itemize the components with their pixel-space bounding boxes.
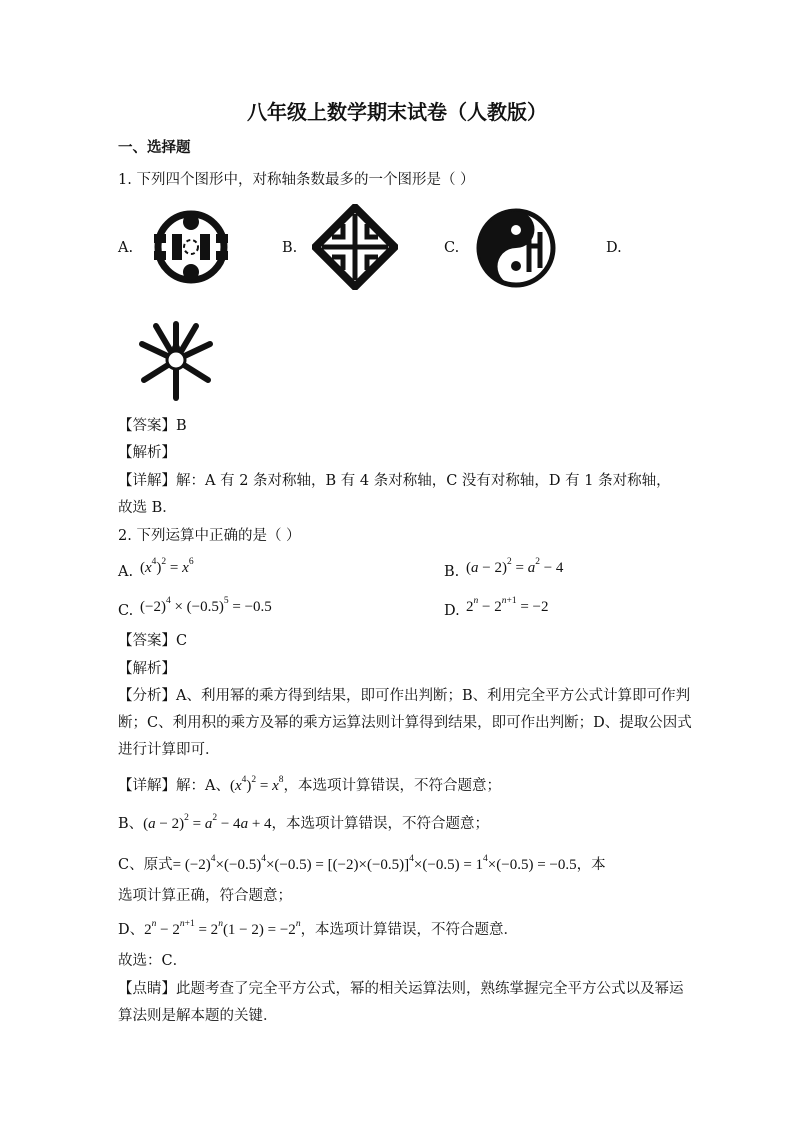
- q1-detail: 【详解】解：A 有 2 条对称轴，B 有 4 条对称轴，C 没有对称轴，D 有 1 条对称轴，: [118, 473, 671, 489]
- q2-detail-c-prefix: C、原式: [118, 857, 173, 873]
- q2-stem: 2. 下列运算中正确的是（ ）: [118, 528, 301, 544]
- q2-detail-d-suffix: ，本选项计算错误，不符合题意．: [300, 922, 519, 938]
- q2-detail-c-cont: 选项计算正确，符合题意；: [118, 888, 292, 904]
- q2-detail-d-formula: $2^n - 2^{n+1} = 2^n(1 - 2) = -2^n$: [144, 919, 301, 938]
- q1-conclusion: 故选 B．: [118, 500, 177, 516]
- q2-option-a-formula: $(x^4)^2 = x^6$: [140, 557, 194, 576]
- q2-detail-a-formula: $(x^4)^2 = x^8$: [229, 775, 284, 794]
- figure-b: [312, 204, 398, 290]
- q2-detail-b-prefix: B、: [118, 816, 144, 832]
- figure-d: [130, 314, 222, 406]
- q1-option-a-label: A.: [118, 240, 134, 256]
- q2-fenxi-line3: 进行计算即可．: [118, 742, 220, 758]
- figure-a: [150, 206, 232, 288]
- q2-answer: 【答案】C: [118, 633, 188, 649]
- q1-analysis-heading: 【解析】: [118, 445, 176, 461]
- q1-option-d-label: D.: [606, 240, 622, 256]
- q2-detail-a: [118, 776, 501, 796]
- q2-dianjing-line1: 【点睛】此题考查了完全平方公式，幂的相关运算法则，熟练掌握完全平方公式以及幂运: [118, 981, 684, 997]
- q1-stem: 1. 下列四个图形中，对称轴条数最多的一个图形是（ ）: [118, 172, 475, 188]
- q2-option-b-formula: $(a - 2)^2 = a^2 - 4$: [466, 557, 564, 576]
- q2-detail-d: [118, 920, 518, 940]
- q2-option-b-label: B.: [444, 564, 460, 580]
- page-title: 八年级上数学期末试卷（人教版）: [247, 100, 547, 124]
- figure-c: [474, 206, 558, 290]
- q2-dianjing-line2: 算法则是解本题的关键．: [118, 1008, 278, 1024]
- q2-fenxi-line1: 【分析】A、利用幂的乘方得到结果，即可作出判断；B、利用完全平方公式计算即可作判: [118, 688, 691, 704]
- q1-answer: 【答案】B: [118, 418, 187, 434]
- q2-detail-a-suffix: ，本选项计算错误，不符合题意；: [283, 778, 502, 794]
- q2-option-d-formula: $2^n - 2^{n+1} = -2$: [466, 596, 549, 615]
- q1-option-b-label: B.: [282, 240, 298, 256]
- q2-detail-d-prefix: D、: [118, 922, 145, 938]
- q2-detail-b: [118, 814, 489, 834]
- q2-conclusion: 故选：C．: [118, 953, 188, 969]
- q2-detail-b-formula: $(a - 2)^2 = a^2 - 4a + 4$: [143, 813, 272, 832]
- q2-option-a-label: A.: [118, 564, 134, 580]
- q2-detail-b-suffix: ，本选项计算错误，不符合题意；: [271, 816, 490, 832]
- q2-detail-c-formula: = $(-2)^4\times(-0.5)^4\times(-0.5) = [(-2)\times(-0.5)]^4\times(-0.5) = 1^4\times(-0.5) = -0.5$: [172, 854, 577, 873]
- q2-option-c-formula: $(-2)^4 \times (-0.5)^5 = -0.5$: [140, 596, 272, 615]
- section-heading: 一、选择题: [118, 139, 191, 156]
- q2-analysis-heading: 【解析】: [118, 661, 176, 677]
- q2-fenxi-line2: 断；C、利用积的乘方及幂的乘方运算法则计算得到结果，即可作出判断；D、提取公因式: [118, 715, 692, 731]
- q2-detail-c-suffix: ，本: [576, 857, 606, 873]
- q2-option-c-label: C.: [118, 603, 134, 619]
- q2-detail-a-prefix: 【详解】解：A、: [118, 778, 230, 794]
- q2-detail-c: [118, 855, 606, 875]
- q2-option-d-label: D.: [444, 603, 460, 619]
- q1-option-c-label: C.: [444, 240, 460, 256]
